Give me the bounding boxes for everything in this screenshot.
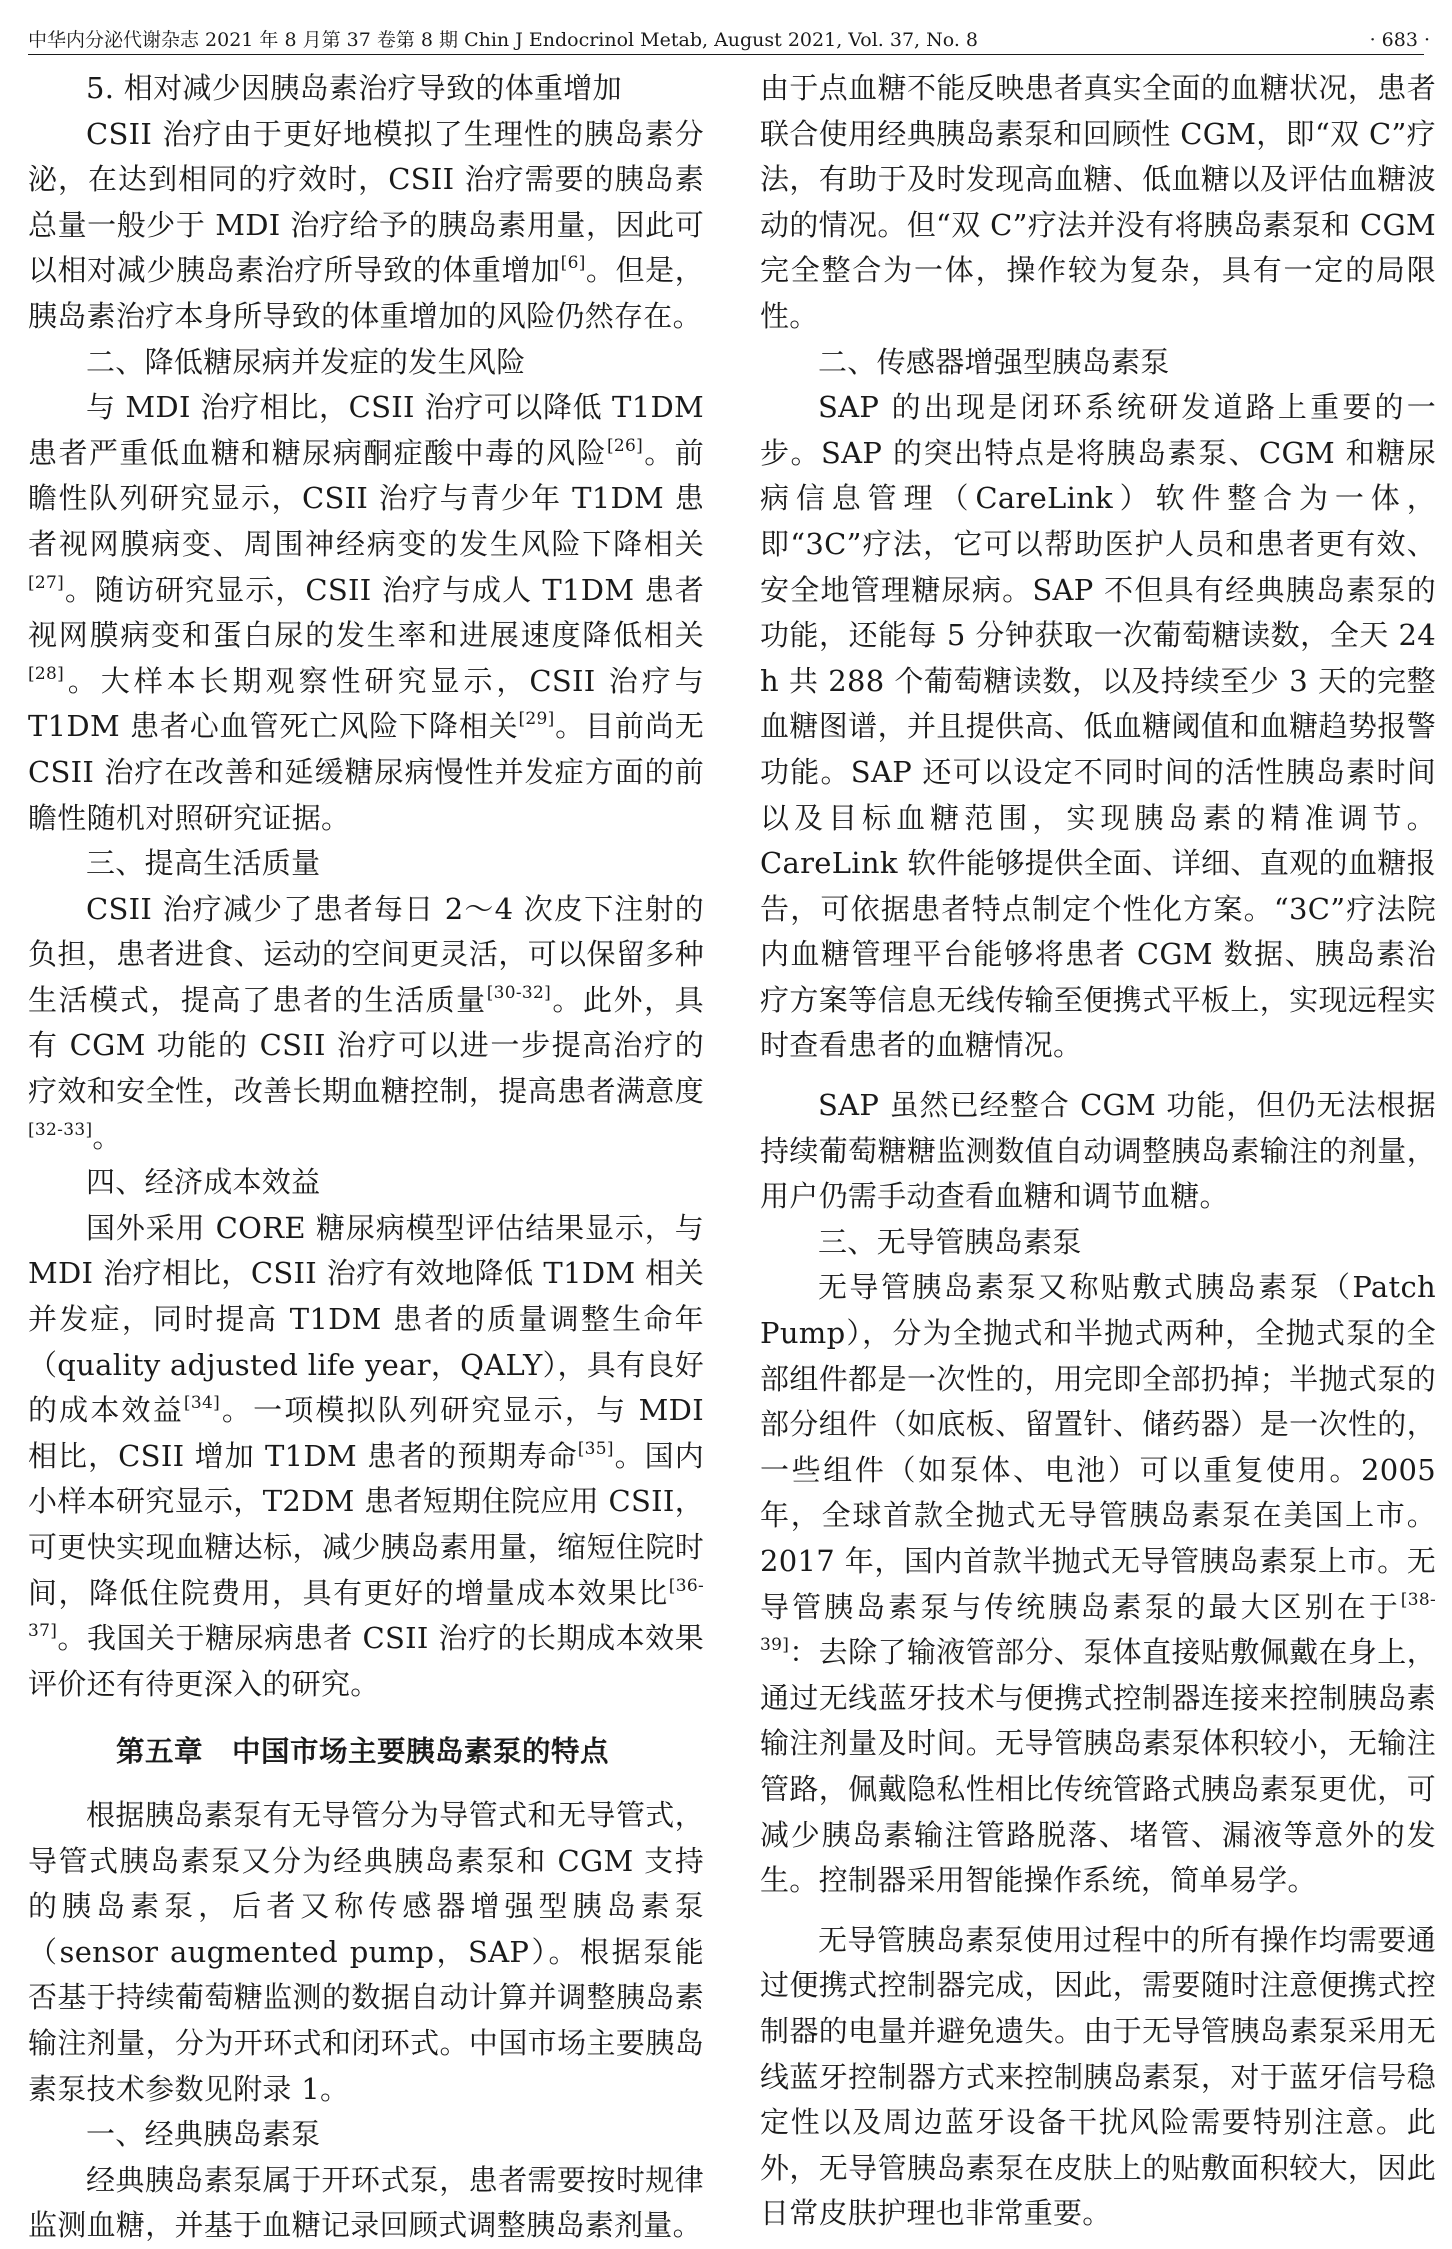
paragraph: 无导管胰岛素泵使用过程中的所有操作均需要通过便携式控制器完成，因此，需要随时注意便携式控制器的电量并避免遗失。由于无导管胰岛素泵采用无线蓝牙控制器方式来控制胰岛素泵，对于蓝牙信号稳定性以及周边蓝牙设备干扰风险需要特别注意。此外，无导管胰岛素泵在皮肤上的贴敷面积较大，因此日常皮肤护理也非常重要。 [760,1922,1436,2231]
citation: [27] [28,572,65,593]
section-heading: 一、经典胰岛素泵 [86,2117,321,2152]
left-column [28,66,704,2249]
paragraph: 国外采用 CORE 糖尿病模型评估结果显示，与 MDI 治疗相比，CSII 治疗有效地降低 T1DM 相关并发症，同时提高 T1DM 患者的质量调整生命年（quality adjusted life year，QALY），具有良好的成本效益[34]。一项模拟队列研究显示，与 MDI 相比，CSII 增加 T1DM 患者的预期寿命[35]。国内小样本研究显示，T2DM 患者短期住院应用 CSII，可更快实现血糖达标，减少胰岛素用量，缩短住院时间，降低住院费用，具有更好的增量成本效果比[36-37]。我国关于糖尿病患者 CSII 治疗的长期成本效果评价还有待更深入的研究。 [28,1210,704,1701]
section-heading: 四、经济成本效益 [86,1165,321,1200]
citation: [35] [577,1438,614,1459]
citation: [32-33] [28,1119,93,1140]
citation: [28] [28,663,65,684]
section-heading: 三、无导管胰岛素泵 [818,1224,1082,1259]
paragraph: CSII 治疗由于更好地模拟了生理性的胰岛素分泌，在达到相同的疗效时，CSII 治疗需要的胰岛素总量一般少于 MDI 治疗给予的胰岛素用量，因此可以相对减少胰岛素治疗所导致的体重增加[6]。但是，胰岛素治疗本身所导致的体重增加的风险仍然存在。 [28,116,705,333]
journal-title-cn: 中华内分泌代谢杂志 2021 年 8 月第 37 卷第 8 期 [28,29,459,51]
citation: [36-37] [28,1575,704,1642]
paragraph: 无导管胰岛素泵又称贴敷式胰岛素泵（Patch Pump），分为全抛式和半抛式两种，全抛式泵的全部组件都是一次性的，用完即全部扔掉；半抛式泵的部分组件（如底板、留置针、储药器）是一次性的，一些组件（如泵体、电池）可以重复使用。2005 年，全球首款全抛式无导管胰岛素泵在美国上市。2017 年，国内首款半抛式无导管胰岛素泵上市。无导管胰岛素泵与传统胰岛素泵的最大区别在于[38-39]：去除了输液管部分、泵体直接贴敷佩戴在身上，通过无线蓝牙技术与便携式控制器连接来控制胰岛素输注剂量及时间。无导管胰岛素泵体积较小，无输注管路，佩戴隐私性相比传统管路式胰岛素泵更优，可减少胰岛素输注管路脱落、堵管、漏液等意外的发生。控制器采用智能操作系统，简单易学。 [760,1270,1436,1898]
citation: [30-32] [486,982,552,1003]
paragraph: SAP 的出现是闭环系统研发道路上重要的一步。SAP 的突出特点是将胰岛素泵、CGM 和糖尿病信息管理（CareLink）软件整合为一体，即“3C”疗法，它可以帮助医护人员和患者更有效、安全地管理糖尿病。SAP 不但具有经典胰岛素泵的功能，还能每 5 分钟获取一次葡萄糖读数，全天 24 h 共 288 个葡萄糖读数，以及持续至少 3 天的完整血糖图谱，并且提供高、低血糖阈值和血糖趋势报警功能。SAP 还可以设定不同时间的活性胰岛素时间以及目标血糖范围，实现胰岛素的精准调节。CareLink 软件能够提供全面、详细、直观的血糖报告，可依据患者特点制定个性化方案。“3C”疗法院内血糖管理平台能够将患者 CGM 数据、胰岛素治疗方案等信息无线传输至便携式平板上，实现远程实时查看患者的血糖情况。 [760,390,1436,1063]
chapter-heading: 第五章 中国市场主要胰岛素泵的特点 [116,1735,610,1769]
header-rule [28,54,1424,55]
citation: [29] [518,709,555,730]
section-heading: 二、传感器增强型胰岛素泵 [818,344,1170,379]
citation: [34] [183,1393,221,1414]
paragraph: 与 MDI 治疗相比，CSII 治疗可以降低 T1DM 患者严重低血糖和糖尿病酮症酸中毒的风险[26]。前瞻性队列研究显示，CSII 治疗与青少年 T1DM 患者视网膜病变、周围神经病变的发生风险下降相关[27]。随访研究显示，CSII 治疗与成人 T1DM 患者视网膜病变和蛋白尿的发生率和进展速度降低相关[28]。大样本长期观察性研究显示，CSII 治疗与 T1DM 患者心血管死亡风险下降相关[29]。目前尚无 CSII 治疗在改善和延缓糖尿病慢性并发症方面的前瞻性随机对照研究证据。 [28,390,705,835]
page-number: · 683 · [1369,29,1430,51]
journal-title-en: Chin J Endocrinol Metab, August 2021, Vol. 37, No. 8 [464,29,979,51]
paragraph: CSII 治疗减少了患者每日 2～4 次皮下注射的负担，患者进食、运动的空间更灵活，可以保留多种生活模式，提高了患者的生活质量[30-32]。此外，具有 CGM 功能的 CSII 治疗可以进一步提高治疗的疗效和安全性，改善长期血糖控制，提高患者满意度[32-33]。 [28,891,704,1154]
citation: [26] [606,435,644,456]
running-header [28,28,1430,52]
citation: [38-39] [760,1589,1436,1656]
paragraph: SAP 虽然已经整合 CGM 功能，但仍无法根据持续葡萄糖糖监测数值自动调整胰岛素输注的剂量，用户仍需手动查看血糖和调节血糖。 [760,1088,1436,1214]
citation: [6] [560,253,586,274]
right-column [760,66,1436,2237]
subsection-heading: 5. 相对减少因胰岛素治疗导致的体重增加 [86,71,622,105]
journal-citation [28,28,978,52]
paragraph: 由于点血糖不能反映患者真实全面的血糖状况，患者联合使用经典胰岛素泵和回顾性 CGM，即“双 C”疗法，有助于及时发现高血糖、低血糖以及评估血糖波动的情况。但“双 C”疗法并没有将胰岛素泵和 CGM 完全整合为一体，操作较为复杂，具有一定的局限性。 [760,71,1436,333]
section-heading: 三、提高生活质量 [86,846,321,881]
section-heading: 二、降低糖尿病并发症的发生风险 [86,344,526,379]
paragraph: 经典胰岛素泵属于开环式泵，患者需要按时规律监测血糖，并基于血糖记录回顾式调整胰岛素剂量。 [28,2162,704,2243]
paragraph: 根据胰岛素泵有无导管分为导管式和无导管式，导管式胰岛素泵又分为经典胰岛素泵和 CGM 支持的胰岛素泵，后者又称传感器增强型胰岛素泵（sensor augmented pump，SAP）。根据泵能否基于持续葡萄糖监测的数据自动计算并调整胰岛素输注剂量，分为开环式和闭环式。中国市场主要胰岛素泵技术参数见附录 1。 [28,1797,704,2106]
